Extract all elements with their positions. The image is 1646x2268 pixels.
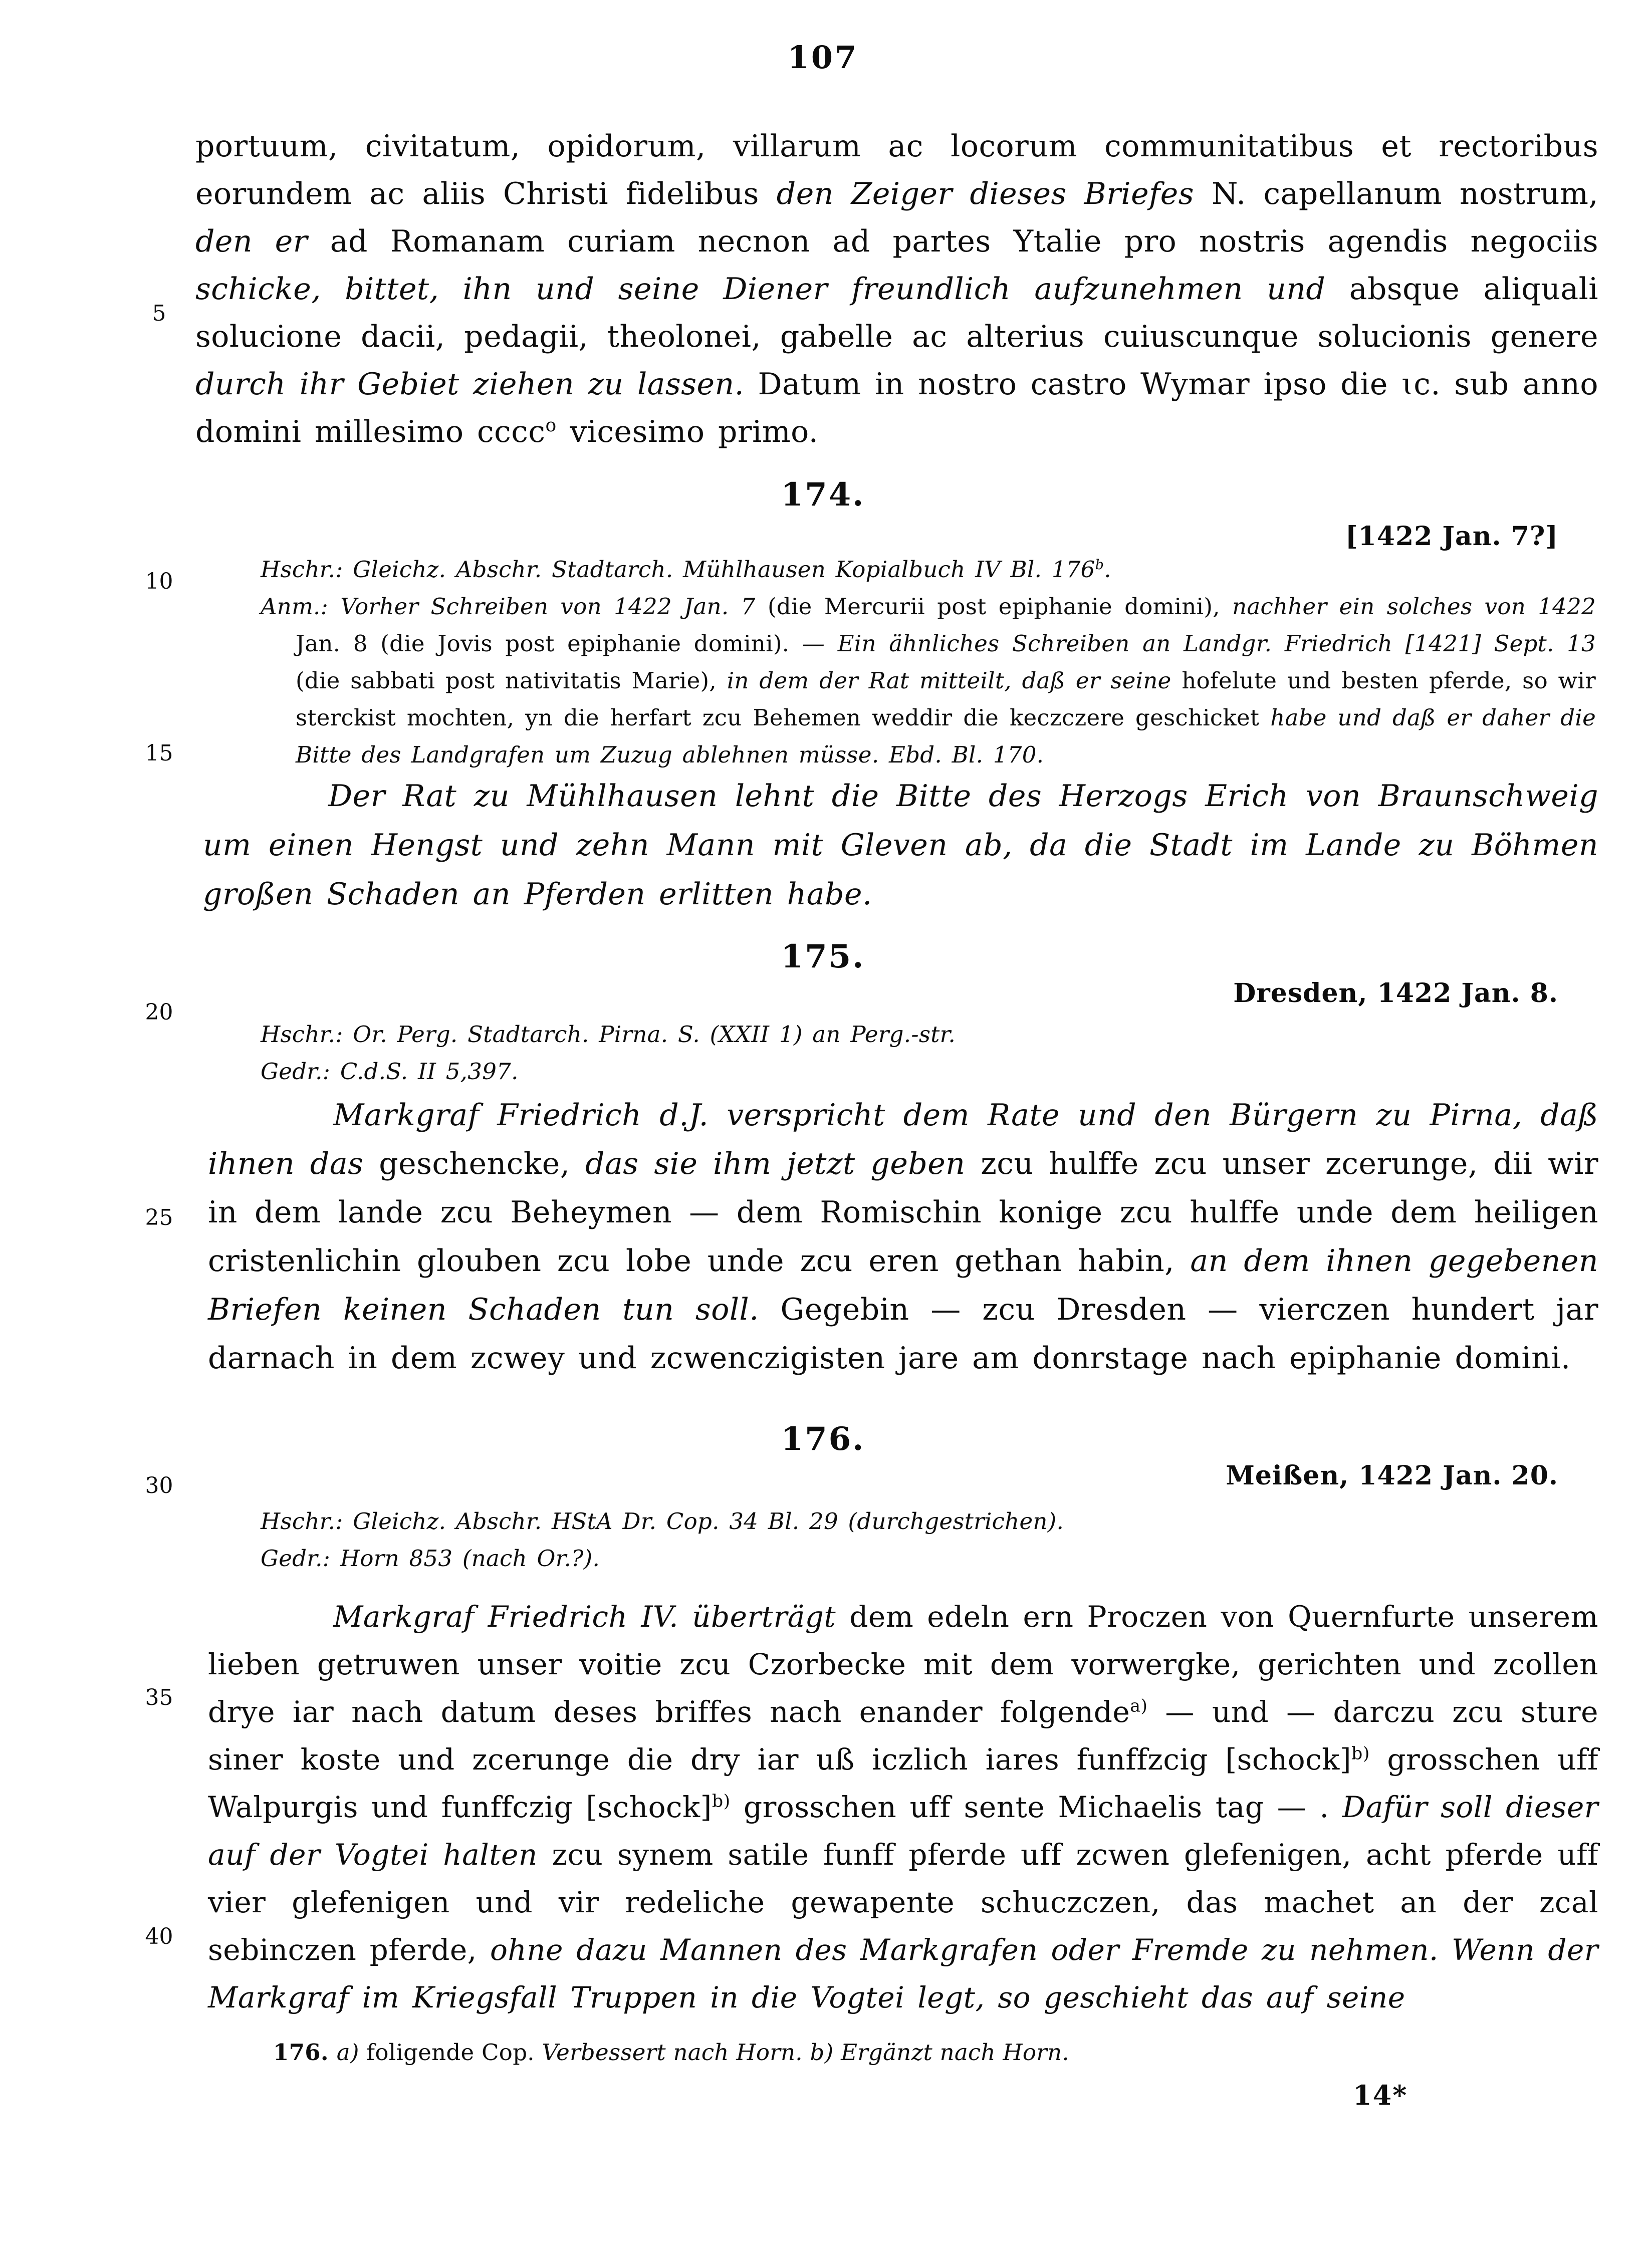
text-run: Ergänzt nach Horn.	[841, 2039, 1069, 2066]
text-run: Hschr.: Or. Perg. Stadtarch. Pirna. S. (XXII 1) an Perg.-str.	[261, 1021, 956, 1048]
text-run: das sie ihm jetzt geben	[585, 1146, 981, 1181]
text-run: Hschr.: Gleichz. Abschr. Stadtarch. Mühlhausen Kopialbuch IV Bl. 176	[261, 556, 1095, 583]
entry-175-body	[208, 1091, 1598, 1383]
text-run: (die sabbati post nativitatis Marie),	[296, 667, 727, 694]
text-run: Der Rat zu Mühlhausen lehnt die Bitte des Herzogs Erich von Braunschweig um einen Hengst und zehn Mann mit Gleven ab, da die Stadt im Lande zu Böhmen großen Schaden an Pferden erlitten habe.	[203, 779, 1598, 912]
text-run: .	[1104, 556, 1111, 583]
text-run: dem edeln ern Proczen von Quernfurte unserem lieben getruwen unser voitie zcu Czorbecke mit dem vorwergke, gerichten und zcollen drye iar nach datum deses briffes nach enander folgende	[208, 1600, 1598, 1729]
text-run: Datum in nostro castro Wymar ipso die ɩc. sub anno domini millesimo cccc	[195, 367, 1599, 449]
text-run: schicke, bittet, ihn und seine Diener freundlich aufzunehmen und	[195, 272, 1349, 307]
entry-176-date: Meißen, 1422 Jan. 20.	[1226, 1460, 1558, 1491]
text-run: durch ihr Gebiet ziehen zu lassen.	[195, 367, 758, 402]
text-run: absque aliquali solucione dacii, pedagii, theolonei, gabelle ac alterius cuiuscunque solucionis genere	[195, 272, 1598, 354]
text-run: a)	[336, 2039, 367, 2066]
entry-174-apparatus	[261, 551, 1596, 774]
text-run: Markgraf Friedrich IV. überträgt	[333, 1600, 850, 1634]
text-run: grosschen uff sente Michaelis tag — .	[730, 1790, 1342, 1824]
text-run: nachher ein solches von 1422	[1232, 593, 1596, 620]
entry-175-apparatus	[261, 1016, 1596, 1090]
text-run: grosschen uff Walpurgis und funffczig [schock]	[208, 1742, 1598, 1824]
page-number: 107	[787, 39, 859, 76]
text-run: portuum, civitatum, opidorum, villarum ac locorum communitatibus et rectoribus eorundem ac aliis Christi fidelibus	[195, 129, 1598, 211]
entry-176-gedr	[261, 1540, 1596, 1577]
text-run: in dem der Rat mitteilt, daß er seine	[727, 667, 1182, 694]
margin-line-number: 10	[145, 569, 173, 594]
text-run: Jan. 8 (die Jovis post epiphanie domini).	[296, 630, 802, 657]
entry-176-body	[208, 1593, 1598, 2022]
entry-175-date: Dresden, 1422 Jan. 8.	[1233, 978, 1558, 1009]
margin-line-number: 25	[145, 1205, 173, 1230]
entry-174-number: 174.	[781, 476, 865, 514]
text-run: — und — darczu zcu sture siner koste und zcerunge die dry iar uß iczlich iares funffzcig [schock]	[208, 1695, 1598, 1777]
text-run: an dem ihnen gegebenen Briefen keinen Schaden tun soll.	[208, 1243, 1598, 1327]
text-run: b	[1095, 557, 1104, 573]
entry-174-date: [1422 Jan. 7?]	[1345, 521, 1558, 552]
text-run: a)	[1130, 1696, 1148, 1716]
text-run: ad Romanam curiam necnon ad partes Ytalie pro nostris agendis negociis	[330, 224, 1598, 259]
entry-175-gedr	[261, 1053, 1596, 1090]
text-run: Anm.: Vorher Schreiben von 1422 Jan. 7	[261, 593, 768, 620]
margin-line-number: 30	[145, 1473, 173, 1498]
entry-175-hschr	[261, 1016, 1596, 1053]
margin-line-number: 5	[152, 301, 166, 326]
text-run: foligende Cop.	[366, 2039, 542, 2066]
text-run: geschencke,	[379, 1146, 586, 1181]
footnote-176	[273, 2035, 1576, 2070]
text-run: Markgraf Friedrich d.J. verspricht dem Rate und den Bürgern zu Pirna, daß ihnen das	[208, 1098, 1598, 1181]
margin-line-number: 35	[145, 1685, 173, 1710]
text-run: ohne dazu Mannen des Markgrafen oder Fremde zu nehmen. Wenn der Markgraf im Kriegsfall Truppen in die Vogtei legt, so geschieht das auf seine	[208, 1933, 1598, 2014]
text-run: Dafür soll dieser auf der Vogtei halten	[208, 1790, 1598, 1872]
text-run: zcu hulffe zcu unser zcerunge, dii wir in dem lande zcu Beheymen — dem Romischin konige zcu hulffe unde dem heiligen cristenlichin glouben zcu lobe unde zcu eren gethan habin,	[208, 1146, 1598, 1279]
text-run: 176.	[273, 2039, 337, 2066]
text-run: (die Mercurii post epiphanie domini),	[768, 593, 1233, 620]
text-run: o	[545, 415, 557, 436]
margin-line-number: 20	[145, 999, 173, 1025]
text-run: habe und daß er daher die Bitte des Landgrafen um Zuzug ablehnen müsse. Ebd. Bl. 170.	[296, 704, 1596, 768]
text-run: Gedr.: C.d.S. II 5,397.	[261, 1058, 519, 1085]
entry-174-anm	[261, 588, 1596, 774]
entry-174-hschr	[261, 551, 1596, 588]
margin-line-number: 40	[145, 1924, 173, 1949]
margin-line-number: 15	[145, 740, 173, 766]
entry-176-hschr	[261, 1503, 1596, 1540]
text-run: zcu synem satile funff pferde uff zcwen glefenigen, acht pferde uff vier glefenigen und vir redeliche gewapente schuczczen, das machet an der zcal sebinczen pferde,	[208, 1838, 1598, 1967]
text-run: Hschr.: Gleichz. Abschr. HStA Dr. Cop. 34 Bl. 29 (durchgestrichen).	[261, 1508, 1064, 1535]
entry-176-number: 176.	[781, 1420, 865, 1458]
text-run: — Ein ähnliches Schreiben an Landgr. Friedrich [1421] Sept. 13	[802, 630, 1596, 657]
text-run: Verbessert nach Horn.	[542, 2039, 810, 2066]
text-run: b)	[810, 2039, 841, 2066]
text-run: b)	[712, 1791, 731, 1812]
text-run: den er	[195, 224, 330, 259]
entry-174-summary	[203, 772, 1598, 919]
entry-176-apparatus	[261, 1503, 1596, 1577]
text-run: den Zeiger dieses Briefes	[776, 176, 1212, 211]
text-run: Gegebin — zcu Dresden — vierczen hundert jar darnach in dem zcwey und zcwenczigisten jare am donrstage nach epiphanie domini.	[208, 1292, 1599, 1376]
entry-175-number: 175.	[781, 938, 865, 975]
text-run: b)	[1351, 1743, 1370, 1764]
text-run: vicesimo primo.	[556, 414, 819, 449]
continuation-paragraph	[195, 123, 1598, 456]
text-run: Gedr.: Horn 853 (nach Or.?).	[261, 1545, 600, 1572]
text-run: hofelute und besten pferde, so wir sterckist mochten, yn die herfart zcu Behemen weddir die keczczere geschicket	[296, 667, 1596, 731]
sheet-signature: 14*	[1353, 2079, 1408, 2111]
text-run: N. capellanum nostrum,	[1211, 176, 1598, 211]
